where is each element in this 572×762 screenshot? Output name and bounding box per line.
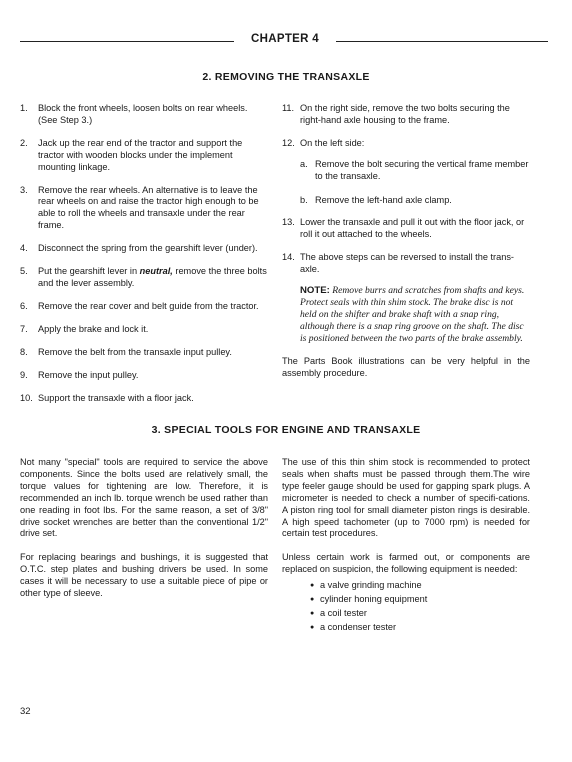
step-12a [300,159,530,183]
tools-left-column [20,457,268,600]
section-title-special-tools: 3. SPECIAL TOOLS FOR ENGINE AND TRANSAXLE [151,424,421,436]
step-text: Remove the rear cover and belt guide from the tractor. [38,300,259,311]
step-text-before: Put the gearshift lever in [38,266,140,277]
step-4 [20,243,268,255]
step-text: The above steps can be reversed to install the trans-axle. [300,252,514,275]
header-rule-left [20,41,234,42]
step-3 [20,185,268,233]
step-number: 4. [20,243,28,254]
step-number: 12. [282,137,295,148]
step-text: Support the transaxle with a floor jack. [38,392,194,403]
step-12-substeps [282,159,530,207]
equipment-list [310,580,530,634]
substep-letter: b. [300,194,308,205]
substep-letter: a. [300,158,308,169]
list-item: ● a valve grinding machine [310,580,530,592]
right-steps-column [282,103,530,380]
step-text: Jack up the rear end of the tractor and support the tractor with wooden blocks under the implement mounting linkage. [38,137,243,172]
step-number: 7. [20,323,28,334]
step-text: On the left side: [300,137,365,148]
chapter-header [20,31,548,51]
step-5 [20,266,268,290]
step-number: 2. [20,137,28,148]
step-number: 8. [20,346,28,357]
list-item: ● a condenser tester [310,622,530,634]
step-8 [20,347,268,359]
tools-paragraph-1: Not many "special" tools are required to service the above components. Since the bolts used are relatively small, the torque values for tightening are low. Therefore, it is recommended an inch lb. torque wrench be used rather than one reading in foot lbs. For the same reason, a set of 3/8" drive socket wrenches are better than the conventional 1/2" drive set. [20,457,268,539]
header-rule-right [336,41,548,42]
step-1 [20,103,268,127]
tools-right-column [282,457,530,634]
step-number: 10. [20,392,33,403]
step-13 [282,217,530,241]
step-text: Lower the transaxle and pull it out with the floor jack, or roll it out attached to the wheels. [300,217,525,240]
step-11 [282,103,530,127]
step-number: 5. [20,266,28,277]
step-text: Remove the rear wheels. An alternative is to leave the rear wheels on and raise the tractor high enough to be able to roll the wheels and transaxle under the rear frame. [38,184,259,231]
substep-text: Remove the bolt securing the vertical frame member to the transaxle. [315,158,529,181]
list-item: ● a coil tester [310,608,530,620]
page-number: 32 [20,706,31,717]
step-text-emphasis: neutral, [139,266,173,277]
note-label: NOTE: [300,285,330,297]
step-text: Disconnect the spring from the gearshift lever (under). [38,243,258,254]
step-2 [20,138,268,174]
tools-paragraph-2: For replacing bearings and bushings, it is suggested that O.T.C. step plates and bushing drivers be used. In some cases it will be necessary to use a suitable piece of pipe or other type of sleeve. [20,552,268,599]
step-number: 13. [282,217,295,228]
step-number: 14. [282,252,295,263]
step-6 [20,301,268,313]
step-text-after: remove the three bolts and the lever assembly. [38,266,267,288]
tools-paragraph-4: Unless certain work is farmed out, or components are replaced on suspicion, the following equipment is needed: [282,552,530,575]
step-number: 6. [20,300,28,311]
step-number: 11. [282,103,295,113]
list-item: ● cylinder honing equipment [310,594,530,606]
chapter-title: CHAPTER 4 [251,33,319,45]
note-text: Remove burrs and scratches from shafts and keys. Protect seals with thin shim stock. The brake disc is not held on the shifter and brake shaft with a snap ring, although there is a snap ring groove on the shaft. The disc is positioned between the two parts of the brake assembly. [300,285,525,345]
step-text: Block the front wheels, loosen bolts on rear wheels. (See Step 3.) [38,103,248,125]
step-7 [20,324,268,336]
step-text: Remove the input pulley. [38,369,139,380]
substep-text: Remove the left-hand axle clamp. [315,194,452,205]
step-number: 1. [20,103,28,113]
step-14 [282,252,530,276]
step-10 [20,393,268,405]
step-text: Remove the belt from the transaxle input pulley. [38,346,232,357]
step-text: On the right side, remove the two bolts securing the right-hand axle housing to the frame. [300,103,510,125]
step-text: Apply the brake and lock it. [38,323,149,334]
left-steps-column [20,103,268,404]
section-title-removing-transaxle: 2. REMOVING THE TRANSAXLE [202,71,370,83]
step-12b [300,195,530,207]
parts-book-paragraph: The Parts Book illustrations can be very helpful in the assembly procedure. [282,356,530,378]
step-12 [282,138,530,150]
step-9 [20,370,268,382]
tools-paragraph-3: The use of this thin shim stock is recommended to protect seals when shafts must be passed through them.The wire type feeler gauge should be used for gapping spark plugs. A micrometer is needed to check a number of specifi-cations. A piston ring tool for small diameter piston rings is desirable. A high speed tachometer (up to 7000 rpm) is needed for certain test procedures. [282,457,530,539]
note-block [300,285,530,345]
step-number: 9. [20,369,28,380]
step-number: 3. [20,184,28,195]
